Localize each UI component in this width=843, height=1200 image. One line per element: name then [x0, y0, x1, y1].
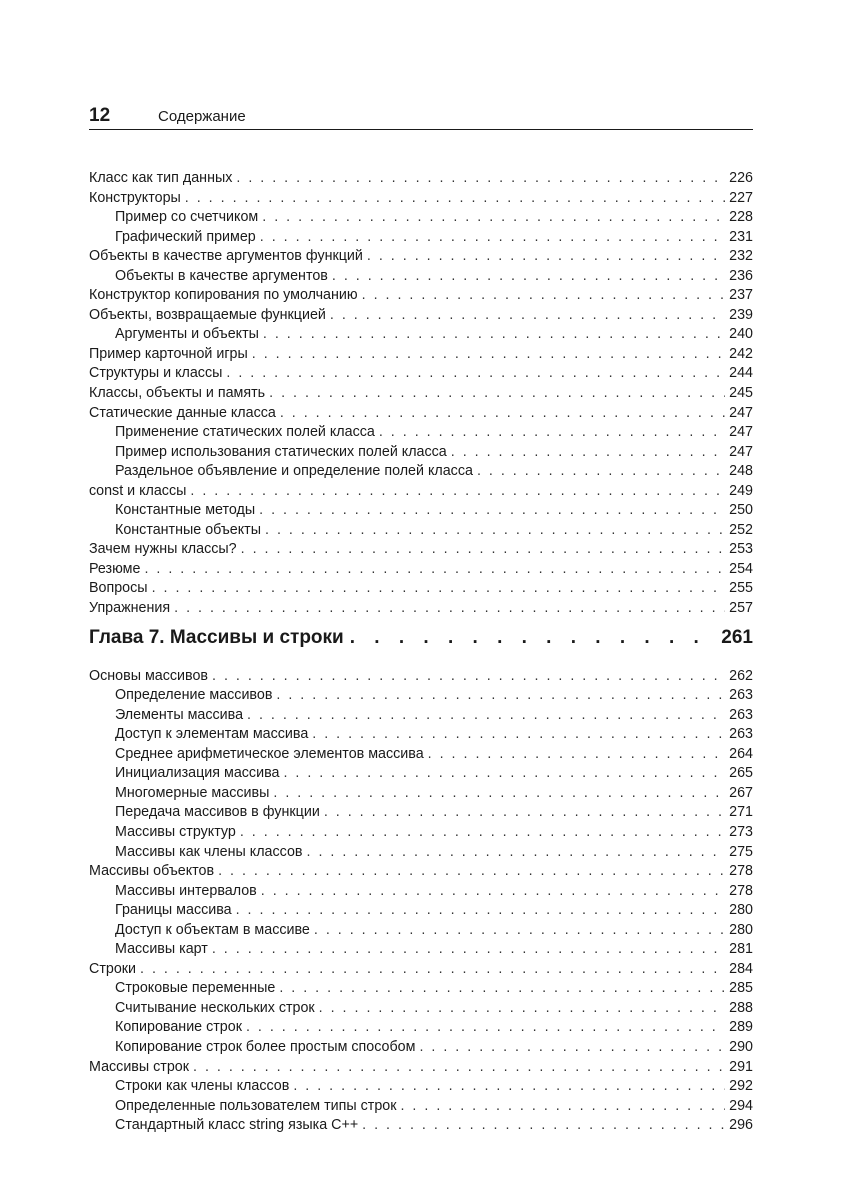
toc-entry[interactable] [89, 209, 753, 229]
toc-entry[interactable] [89, 1078, 753, 1098]
dot-leader [477, 463, 725, 479]
toc-entry-page: 232 [729, 248, 753, 265]
toc-entry-label: Классы, объекты и память [89, 385, 266, 402]
toc-entry[interactable] [89, 580, 753, 600]
dot-leader [265, 522, 725, 538]
toc-entry-page: 265 [729, 765, 753, 782]
dot-leader [152, 580, 726, 596]
toc-entry-label: Массивы интервалов [115, 882, 257, 899]
toc-entry-label: Считывание нескольких строк [115, 999, 315, 1016]
toc-entry-label: Строки как члены классов [115, 1078, 290, 1095]
dot-leader [332, 268, 725, 284]
toc-entry-page: 273 [729, 823, 753, 840]
running-title: Содержание [158, 108, 246, 125]
chapter-heading[interactable] [89, 627, 753, 658]
dot-leader [350, 627, 716, 649]
toc-entry-label: Конструкторы [89, 189, 181, 206]
toc-entry-label: Стандартный класс string языка C++ [115, 1117, 359, 1134]
dot-leader [419, 1039, 725, 1055]
toc-entry-label: Передача массивов в функции [115, 804, 320, 821]
toc-entry-page: 280 [729, 921, 753, 938]
toc-entry-page: 254 [729, 560, 753, 577]
toc-entry-label: Аргументы и объекты [115, 326, 259, 343]
toc-entry-label: Зачем нужны классы? [89, 541, 237, 558]
dot-leader [283, 765, 725, 781]
toc-entry-page: 247 [729, 443, 753, 460]
toc-entry[interactable] [89, 561, 753, 581]
toc-entry[interactable] [89, 668, 753, 688]
toc-entry[interactable] [89, 1059, 753, 1079]
toc-entry-page: 289 [729, 1019, 753, 1036]
toc-entry[interactable] [89, 444, 753, 464]
toc-entry-page: 248 [729, 463, 753, 480]
toc-entry-page: 242 [729, 345, 753, 362]
toc-entry[interactable] [89, 863, 753, 883]
toc-section-chapter-6 [89, 170, 753, 620]
toc-entry-page: 280 [729, 902, 753, 919]
toc-entry-label: Доступ к элементам массива [115, 726, 309, 743]
dot-leader [314, 922, 725, 938]
dot-leader [144, 561, 725, 577]
toc-entry[interactable] [89, 541, 753, 561]
toc-entry-page: 250 [729, 502, 753, 519]
toc-entry-page: 292 [729, 1078, 753, 1095]
toc-entry-label: Массивы структур [115, 823, 236, 840]
toc-entry-label: Пример использования статических полей класса [115, 443, 447, 460]
toc-entry[interactable] [89, 268, 753, 288]
toc-entry-page: 239 [729, 306, 753, 323]
toc-entry[interactable] [89, 746, 753, 766]
toc-entry-label: Инициализация массива [115, 765, 280, 782]
toc-entry-page: 244 [729, 365, 753, 382]
toc-entry-page: 236 [729, 267, 753, 284]
toc-entry-page: 271 [729, 804, 753, 821]
toc-entry[interactable] [89, 961, 753, 981]
dot-leader [269, 385, 725, 401]
toc-entry[interactable] [89, 1019, 753, 1039]
toc-entry[interactable] [89, 307, 753, 327]
toc-entry[interactable] [89, 385, 753, 405]
dot-leader [252, 346, 725, 362]
toc-entry-label: Резюме [89, 560, 141, 577]
toc-entry-page: 247 [729, 424, 753, 441]
dot-leader [362, 287, 726, 303]
dot-leader [218, 863, 725, 879]
toc-entry[interactable] [89, 804, 753, 824]
toc-entry-label: Применение статических полей класса [115, 424, 375, 441]
dot-leader [212, 668, 725, 684]
dot-leader [260, 229, 725, 245]
toc-entry-page: 247 [729, 404, 753, 421]
toc-entry-page: 227 [729, 189, 753, 206]
dot-leader [367, 248, 725, 264]
toc-entry-label: Элементы массива [115, 706, 244, 723]
toc-entry[interactable] [89, 844, 753, 864]
toc-entry-label: Объекты в качестве аргументов функций [89, 248, 363, 265]
toc-entry-label: Статические данные класса [89, 404, 276, 421]
dot-leader [379, 424, 725, 440]
dot-leader [330, 307, 725, 323]
toc-entry[interactable] [89, 248, 753, 268]
toc-entry-page: 288 [729, 999, 753, 1016]
dot-leader [307, 844, 726, 860]
toc-entry[interactable] [89, 941, 753, 961]
toc-entry-page: 255 [729, 580, 753, 597]
toc-entry-label: Массивы карт [115, 941, 208, 958]
toc-entry-page: 226 [729, 170, 753, 186]
toc-entry-page: 252 [729, 521, 753, 538]
toc-entry-page: 263 [729, 706, 753, 723]
toc-entry[interactable] [89, 502, 753, 522]
toc-entry-page: 253 [729, 541, 753, 558]
toc-entry-label: Объекты в качестве аргументов [115, 267, 328, 284]
dot-leader [273, 785, 725, 801]
toc-entry[interactable] [89, 824, 753, 844]
chapter-page: 261 [721, 626, 753, 648]
dot-leader [246, 1019, 725, 1035]
dot-leader [312, 726, 725, 742]
dot-leader [259, 502, 725, 518]
dot-leader [236, 902, 726, 918]
toc-entry-label: Объекты, возвращаемые функцией [89, 306, 326, 323]
toc-entry[interactable] [89, 522, 753, 542]
toc-entry[interactable] [89, 483, 753, 503]
dot-leader [247, 707, 725, 723]
toc-entry[interactable] [89, 365, 753, 385]
toc-entry[interactable] [89, 726, 753, 746]
dot-leader [140, 961, 725, 977]
toc-entry-page: 296 [729, 1117, 753, 1134]
toc-entry-page: 249 [729, 482, 753, 499]
toc-entry-page: 263 [729, 726, 753, 743]
toc-entry-label: Структуры и классы [89, 365, 223, 382]
toc-entry[interactable] [89, 190, 753, 210]
toc-entry-page: 291 [729, 1058, 753, 1075]
toc-entry-label: Массивы объектов [89, 863, 215, 880]
toc-entry-page: 262 [729, 667, 753, 684]
toc-entry-page: 264 [729, 745, 753, 762]
toc-entry[interactable] [89, 1098, 753, 1118]
toc-entry-page: 257 [729, 600, 753, 617]
toc-entry-page: 228 [729, 209, 753, 226]
toc-entry-label: Доступ к объектам в массиве [115, 921, 310, 938]
dot-leader [226, 365, 725, 381]
toc-entry-page: 285 [729, 980, 753, 997]
toc-entry-page: 284 [729, 960, 753, 977]
toc-entry-label: Строковые переменные [115, 980, 276, 997]
dot-leader [261, 883, 725, 899]
toc-entry-page: 278 [729, 863, 753, 880]
toc-entry[interactable] [89, 980, 753, 1000]
page-number: 12 [89, 105, 111, 126]
toc-entry[interactable] [89, 785, 753, 805]
toc-entry[interactable] [89, 765, 753, 785]
toc-entry-page: 267 [729, 784, 753, 801]
dot-leader [262, 209, 725, 225]
toc-entry-label: Вопросы [89, 580, 148, 597]
toc-entry[interactable] [89, 902, 753, 922]
toc-entry-label: Копирование строк более простым способом [115, 1038, 416, 1055]
toc-entry-page: 275 [729, 843, 753, 860]
toc-entry-label: Графический пример [115, 228, 256, 245]
toc-entry-page: 237 [729, 287, 753, 304]
toc-entry-page: 294 [729, 1097, 753, 1114]
dot-leader [324, 804, 725, 820]
toc-entry[interactable] [89, 463, 753, 483]
toc-entry[interactable] [89, 287, 753, 307]
toc-entry-label: Массивы как члены классов [115, 843, 303, 860]
toc-entry-label: Пример карточной игры [89, 345, 248, 362]
dot-leader [241, 541, 726, 557]
dot-leader [276, 687, 725, 703]
dot-leader [185, 190, 725, 206]
toc-entry[interactable] [89, 170, 753, 190]
toc-entry[interactable] [89, 600, 753, 620]
toc-entry[interactable] [89, 424, 753, 444]
toc-entry[interactable] [89, 707, 753, 727]
dot-leader [174, 600, 725, 616]
dot-leader [319, 1000, 725, 1016]
toc-entry-label: Строки [89, 960, 137, 977]
dot-leader [451, 444, 725, 460]
toc-entry[interactable] [89, 687, 753, 707]
toc-entry-page: 263 [729, 687, 753, 704]
toc-entry-label: Константные методы [115, 502, 256, 519]
page-header [89, 105, 753, 130]
toc-entry-label: Конструктор копирования по умолчанию [89, 287, 358, 304]
dot-leader [280, 405, 725, 421]
toc-entry[interactable] [89, 326, 753, 346]
toc-entry-label: Пример со счетчиком [115, 209, 259, 226]
toc-entry-page: 281 [729, 941, 753, 958]
toc-entry-page: 245 [729, 385, 753, 402]
toc-entry[interactable] [89, 1039, 753, 1059]
dot-leader [236, 170, 725, 186]
toc-entry-label: Массивы строк [89, 1058, 190, 1075]
chapter-title: Глава 7. Массивы и строки [89, 626, 344, 648]
dot-leader [400, 1098, 725, 1114]
dot-leader [428, 746, 725, 762]
dot-leader [293, 1078, 725, 1094]
toc-entry-label: Многомерные массивы [115, 784, 270, 801]
toc-entry[interactable] [89, 922, 753, 942]
dot-leader [193, 1059, 725, 1075]
toc-entry-page: 240 [729, 326, 753, 343]
toc-entry-label: const и классы [89, 482, 187, 499]
toc-entry-label: Границы массива [115, 902, 232, 919]
dot-leader [190, 483, 725, 499]
toc-entry-label: Раздельное объявление и определение полей класса [115, 463, 473, 480]
toc-entry[interactable] [89, 229, 753, 249]
toc-entry-label: Упражнения [89, 600, 171, 617]
toc-section-chapter-7 [89, 668, 753, 1137]
toc-entry[interactable] [89, 883, 753, 903]
toc-entry[interactable] [89, 1000, 753, 1020]
toc-entry-page: 278 [729, 882, 753, 899]
toc-entry-label: Класс как тип данных [89, 170, 233, 186]
toc-entry[interactable] [89, 346, 753, 366]
toc-entry-label: Константные объекты [115, 521, 261, 538]
toc-entry[interactable] [89, 1117, 753, 1137]
toc-entry-label: Основы массивов [89, 667, 209, 684]
dot-leader [240, 824, 725, 840]
toc-entry[interactable] [89, 405, 753, 425]
dot-leader [362, 1117, 725, 1133]
table-of-contents [89, 170, 753, 1137]
toc-entry-page: 290 [729, 1038, 753, 1055]
toc-entry-page: 231 [729, 228, 753, 245]
toc-entry-label: Среднее арифметическое элементов массива [115, 745, 424, 762]
dot-leader [263, 326, 725, 342]
dot-leader [212, 941, 725, 957]
dot-leader [279, 980, 725, 996]
toc-entry-label: Определенные пользователем типы строк [115, 1097, 397, 1114]
toc-entry-label: Определение массивов [115, 687, 273, 704]
toc-entry-label: Копирование строк [115, 1019, 242, 1036]
